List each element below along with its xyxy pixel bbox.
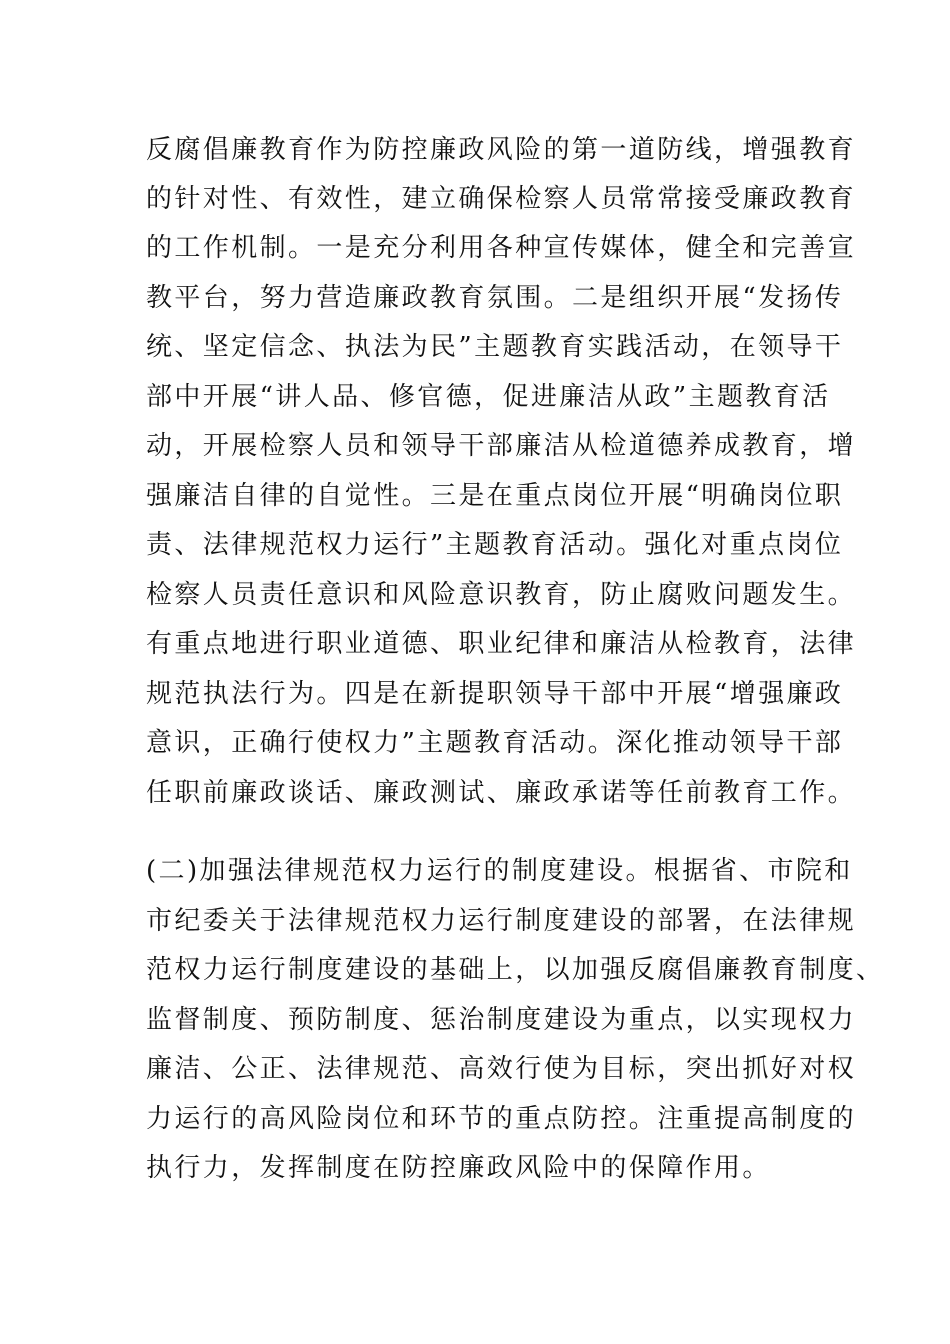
paragraph-2-line: 力运行的高风险岗位和环节的重点防控。注重提高制度的	[146, 1104, 857, 1134]
paragraph-2-line: 执行力，发挥制度在防控廉政风险中的保障作用。	[146, 1153, 771, 1183]
paragraph-1-line: 反腐倡廉教育作为防控廉政风险的第一道防线，增强教育	[146, 135, 857, 165]
paragraph-1-line: 教平台，努力营造廉政教育氛围。二是组织开展“发扬传	[146, 283, 844, 313]
paragraph-1-line: 意识，正确行使权力”主题教育活动。深化推动领导干部	[146, 728, 844, 758]
paragraph-2-line: 范权力运行制度建设的基础上，以加强反腐倡廉教育制度、	[146, 955, 885, 985]
paragraph-1-line: 强廉洁自律的自觉性。三是在重点岗位开展“明确岗位职	[146, 481, 844, 511]
paragraph-2-line: 市纪委关于法律规范权力运行制度建设的部署，在法律规	[146, 906, 857, 936]
paragraph-1-line: 责、法律规范权力运行”主题教育活动。强化对重点岗位	[146, 530, 844, 560]
paragraph-2-line: 监督制度、预防制度、惩治制度建设为重点，以实现权力	[146, 1005, 857, 1035]
paragraph-1-line: 有重点地进行职业道德、职业纪律和廉洁从检教育，法律	[146, 629, 857, 659]
paragraph-1-line: 检察人员责任意识和风险意识教育，防止腐败问题发生。	[146, 580, 857, 610]
paragraph-1-line: 部中开展“讲人品、修官德，促进廉洁从政”主题教育活	[146, 382, 831, 412]
paragraph-1-line: 动，开展检察人员和领导干部廉洁从检道德养成教育，增	[146, 431, 857, 461]
paragraph-1-line: 任职前廉政谈话、廉政测试、廉政承诺等任前教育工作。	[146, 778, 857, 808]
paragraph-1-line: 规范执法行为。四是在新提职领导干部中开展“增强廉政	[146, 679, 844, 709]
paragraph-1-line: 的针对性、有效性，建立确保检察人员常常接受廉政教育	[146, 184, 857, 214]
paragraph-2-line: 廉洁、公正、法律规范、高效行使为目标，突出抓好对权	[146, 1054, 857, 1084]
paragraph-2-line: (二)加强法律规范权力运行的制度建设。根据省、市院和	[146, 856, 853, 886]
paragraph-1-line: 的工作机制。一是充分利用各种宣传媒体，健全和完善宣	[146, 233, 857, 263]
paragraph-1-line: 统、坚定信念、执法为民”主题教育实践活动，在领导干	[146, 332, 844, 362]
